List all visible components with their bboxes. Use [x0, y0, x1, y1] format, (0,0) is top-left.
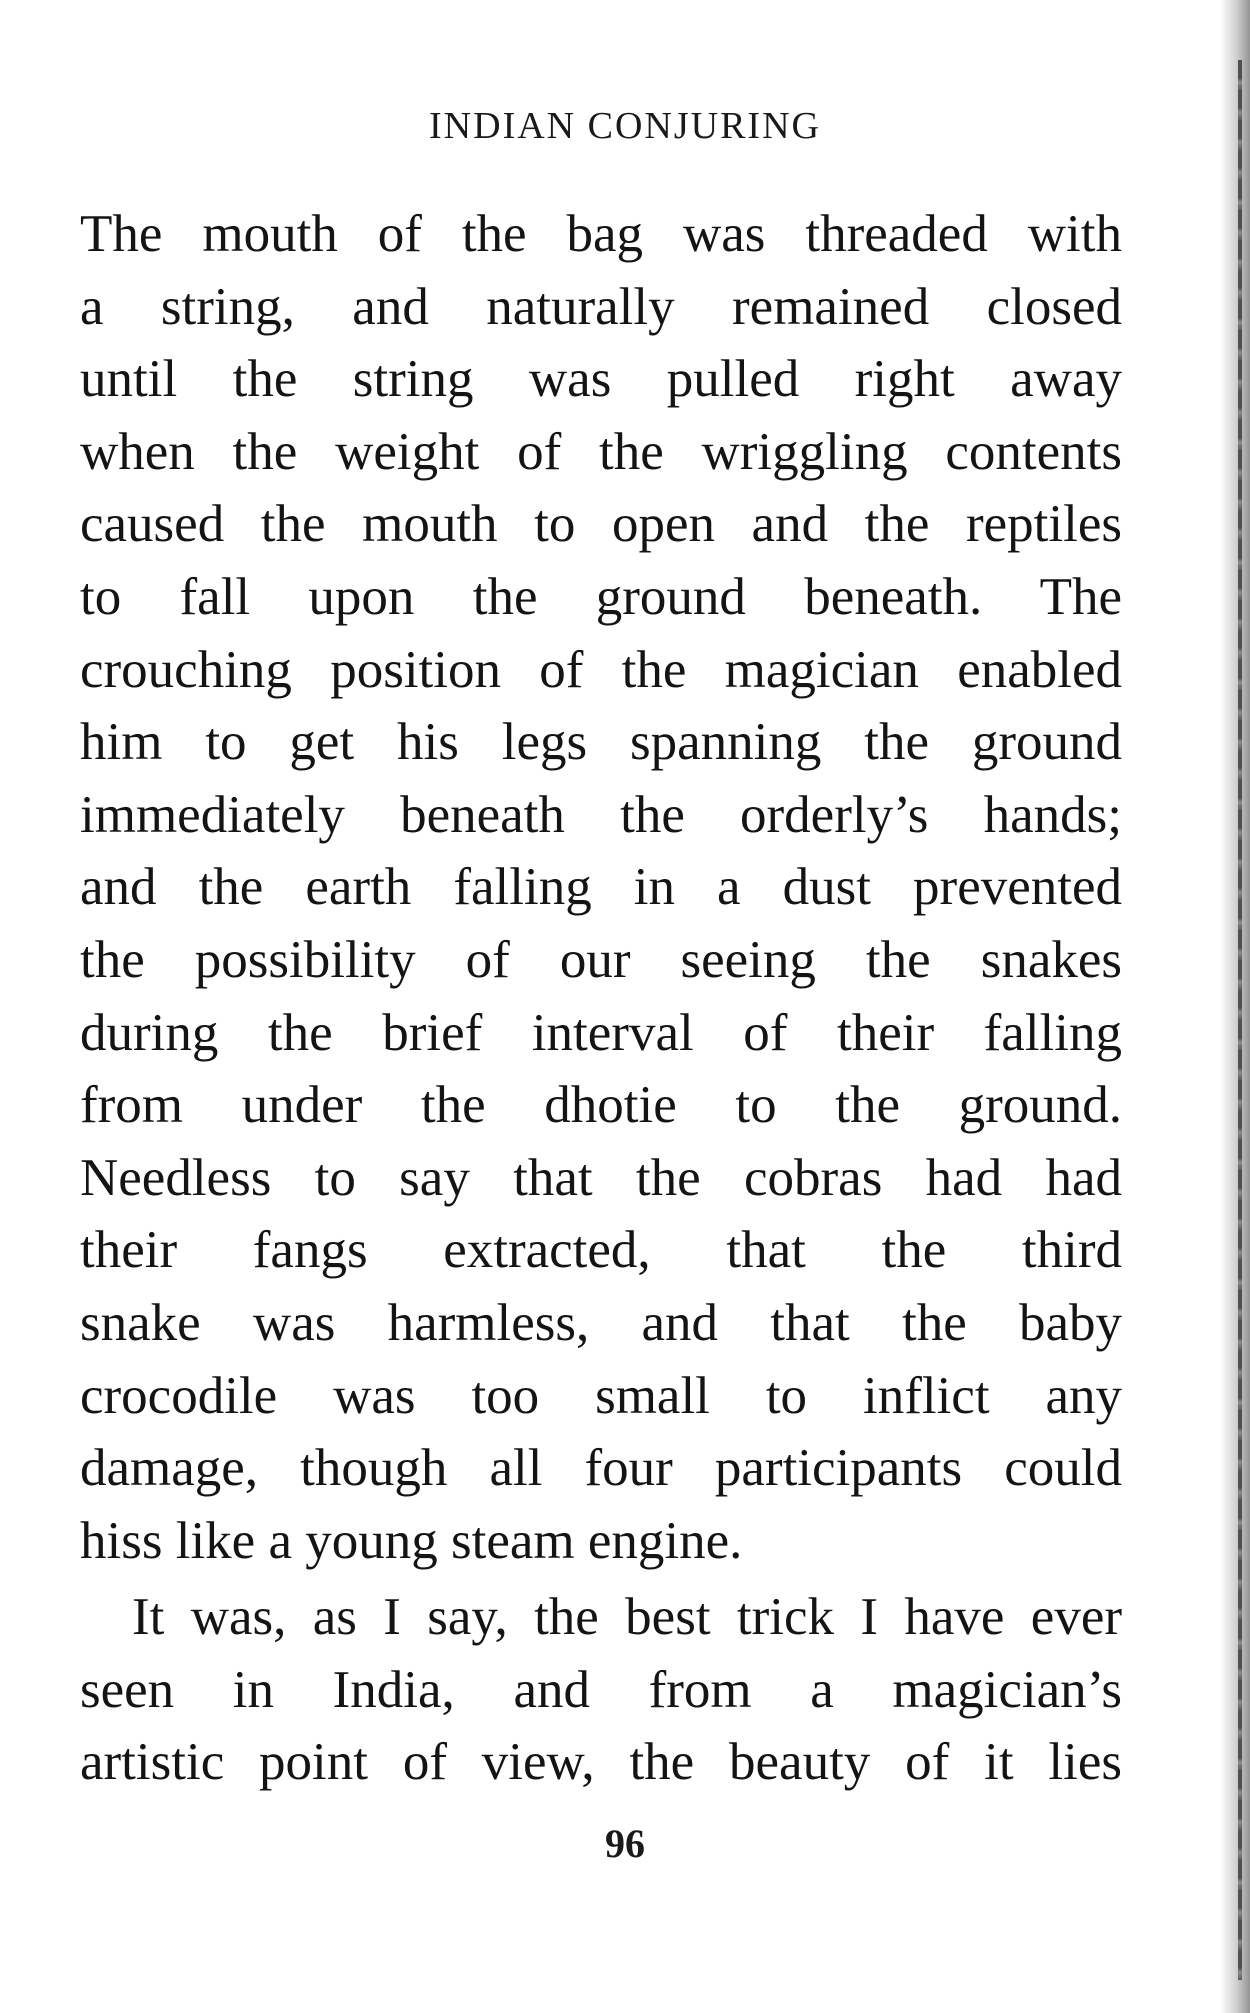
text-line: hiss like a young steam engine.	[80, 1511, 743, 1570]
text-line: when the weight of the wriggling contents	[80, 422, 1122, 481]
text-line: Needless to say that the cobras had had	[80, 1148, 1122, 1207]
text-line: their fangs extracted, that the third	[80, 1221, 1122, 1280]
text-line: immediately beneath the orderly’s hands;	[80, 785, 1122, 844]
text-line: a string, and naturally remained closed	[80, 277, 1122, 336]
text-line: to fall upon the ground beneath. The	[80, 567, 1122, 626]
text-line: during the brief interval of their falling	[80, 1003, 1122, 1062]
text-line: caused the mouth to open and the reptiles	[80, 495, 1122, 554]
text-line: crocodile was too small to inflict any	[80, 1366, 1122, 1425]
body-text	[80, 198, 1122, 1799]
text-line: snake was harmless, and that the baby	[80, 1293, 1122, 1352]
text-line: him to get his legs spanning the ground	[80, 713, 1122, 772]
text-line: artistic point of view, the beauty of it lies	[80, 1733, 1122, 1792]
running-head: INDIAN CONJURING	[429, 105, 821, 147]
paragraph	[80, 198, 1122, 1577]
text-line: the possibility of our seeing the snakes	[80, 930, 1122, 989]
text-line: seen in India, and from a magician’s	[80, 1660, 1122, 1719]
text-line: crouching position of the magician enabled	[80, 640, 1122, 699]
page-edge-binding	[1238, 60, 1242, 1980]
page-number: 96	[605, 1821, 645, 1866]
text-line: until the string was pulled right away	[80, 350, 1122, 409]
text-line: from under the dhotie to the ground.	[80, 1076, 1122, 1135]
text-line: and the earth falling in a dust prevented	[80, 858, 1122, 917]
text-line: It was, as I say, the best trick I have ever	[132, 1588, 1122, 1647]
text-line: damage, though all four participants could	[80, 1439, 1122, 1498]
page-edge-shadow	[1220, 0, 1250, 2013]
text-line: The mouth of the bag was threaded with	[80, 205, 1122, 263]
paragraph	[80, 1581, 1122, 1799]
